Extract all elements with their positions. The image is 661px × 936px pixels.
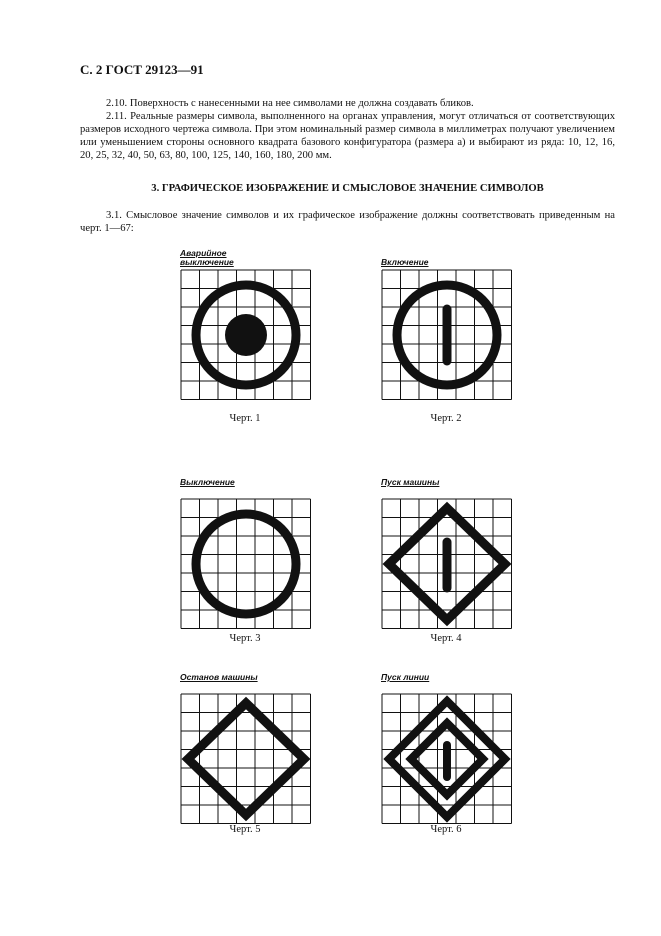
figure-label: Пуск машины bbox=[381, 477, 440, 487]
figure-2 bbox=[381, 249, 511, 424]
figure-4 bbox=[381, 478, 511, 648]
figure-label: Останов машины bbox=[180, 672, 258, 682]
figure-3 bbox=[180, 478, 310, 648]
figure-label: Аварийное выключение bbox=[180, 248, 234, 267]
figure-5 bbox=[180, 673, 310, 843]
symbol-machine-start bbox=[381, 496, 513, 631]
figure-caption: Черт. 6 bbox=[430, 824, 462, 835]
symbol-power-off bbox=[180, 496, 312, 631]
figure-caption: Черт. 1 bbox=[229, 413, 261, 424]
figure-1 bbox=[180, 248, 310, 424]
figure-6 bbox=[381, 673, 511, 843]
symbol-emergency-stop bbox=[180, 267, 312, 402]
figure-label: Выключение bbox=[180, 477, 235, 487]
figure-caption: Черт. 4 bbox=[430, 633, 462, 644]
section-title: 3. ГРАФИЧЕСКОЕ ИЗОБРАЖЕНИЕ И СМЫСЛОВОЕ ЗНАЧЕНИЕ СИМВОЛОВ bbox=[151, 183, 544, 194]
page-header: С. 2 ГОСТ 29123—91 bbox=[80, 62, 204, 77]
symbol-machine-stop bbox=[180, 691, 312, 826]
symbol-line-start bbox=[381, 691, 513, 826]
figure-label: Включение bbox=[381, 257, 429, 267]
paragraph-2-10: 2.10. Поверхность с нанесенными на нее символами не должна создавать бликов. bbox=[106, 98, 474, 109]
paragraph-2-11: 2.11. Реальные размеры символа, выполненного на органах управления, могут отличаться от соответствующих размеров исходного чертежа символа. При этом номинальный размер символа в миллиметрах получают увеличением или уменьшением стороны основного квадрата базового конфигуратора (размера a) и выбирают из ряда: 10, 12, 16, 20, 25, 32, 40, 50, 63, 80, 100, 125, 140, 160, 180, 200 мм. bbox=[80, 111, 615, 161]
figure-caption: Черт. 5 bbox=[229, 824, 261, 835]
figure-label: Пуск линии bbox=[381, 672, 430, 682]
figure-caption: Черт. 2 bbox=[430, 413, 462, 424]
symbol-power-on bbox=[381, 267, 513, 402]
paragraph-3-1: 3.1. Смысловое значение символов и их графическое изображение должны соответствовать приведенным на черт. 1—67: bbox=[80, 210, 615, 234]
figure-caption: Черт. 3 bbox=[229, 633, 261, 644]
